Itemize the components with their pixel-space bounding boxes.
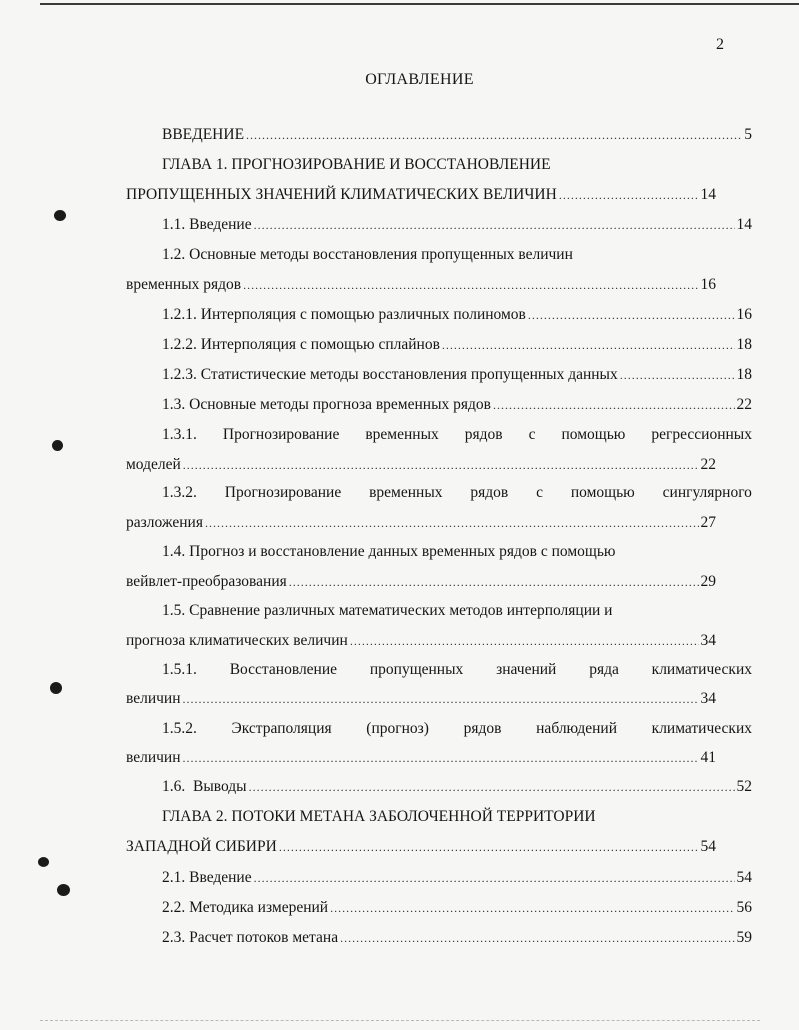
punch-hole-mark [57,884,70,896]
toc-entry-1-2-2 [126,336,752,358]
toc-entry-label: прогноза климатических величин [126,632,348,649]
toc-word: рядов [463,720,502,737]
punch-hole-mark [50,682,62,694]
dot-leader [183,692,699,707]
dot-leader [340,931,734,946]
dot-leader [528,308,735,323]
bottom-scan-line [40,1020,760,1022]
toc-page-number: 52 [736,778,752,795]
toc-word: временных [369,484,443,501]
toc-word: климатических [651,720,752,737]
toc-entry-label: 1.2.3. Статистические методы восстановления пропущенных данных [162,366,618,383]
toc-word: с [528,426,536,443]
dot-leader [183,751,699,766]
toc-word: Прогнозирование [224,484,342,501]
toc-page-number: 56 [736,899,752,916]
page-number: 2 [716,36,724,53]
toc-entry-1-5-1-line-1 [126,661,752,683]
toc-entry-1-4-line-2 [126,573,716,595]
toc-entry-label: ГЛАВА 2. ПОТОКИ МЕТАНА ЗАБОЛОЧЕННОЙ ТЕРРИТОРИИ [162,808,596,825]
toc-entry-1-5-line-2 [126,632,716,654]
toc-entry-1-4-line-1 [126,543,752,565]
toc-word: 1.5.1. [162,661,197,678]
toc-entry-label: временных рядов [126,276,242,293]
toc-entry-label: 2.1. Введение [162,869,252,886]
toc-word: помощью [570,484,635,501]
toc-entry-label: 1.2.1. Интерполяция с помощью различных полиномов [162,306,526,323]
toc-page-number: 54 [736,869,752,886]
toc-entry-2-1 [126,869,752,891]
toc-entry-label: величин [126,690,181,707]
toc-word: с [536,484,543,501]
toc-entry-label: моделей [126,456,181,473]
toc-entry-label: 1.6. Выводы [162,778,247,795]
toc-word: пропущенных [369,661,464,678]
toc-entry-chapter-2-line-1 [126,808,752,830]
toc-entry-chapter-1-line-2 [126,186,716,208]
toc-page-number: 41 [700,749,716,766]
toc-entry-label: 1.3. Основные методы прогноза временных рядов [162,396,491,413]
toc-word: ряда [589,661,619,678]
punch-hole-mark [52,440,63,451]
toc-page-number: 18 [736,366,752,383]
toc-entry-chapter-1-line-1 [126,156,752,178]
toc-word: рядов [470,484,509,501]
toc-page-number: 27 [700,514,716,531]
page-title: ОГЛАВЛЕНИЕ [365,71,474,88]
toc-word: 1.3.1. [162,426,197,443]
dot-leader [246,128,742,143]
toc-entry-2-3 [126,929,752,951]
punch-hole-mark [54,210,66,221]
toc-entry-1-5-2-line-2 [126,749,716,771]
dot-leader [254,218,735,233]
toc-entry-label: величин [126,749,181,766]
dot-leader [205,516,699,531]
toc-page-number: 54 [700,838,716,855]
toc-word: (прогноз) [366,720,429,737]
toc-entry-label: ВВЕДЕНИЕ [162,126,245,143]
dot-leader [493,398,735,413]
toc-word: рядов [464,426,503,443]
toc-word: временных [365,426,439,443]
toc-word: 1.5.2. [162,720,197,737]
toc-entry-1-3-2-line-1 [126,484,752,506]
toc-entry-2-2 [126,899,752,921]
toc-entry-label: вейвлет-преобразования [126,573,287,590]
toc-page-number: 29 [700,573,716,590]
toc-page-number: 16 [736,306,752,323]
dot-leader [559,188,699,203]
toc-entry-1-3-1-line-1 [126,426,752,448]
toc-entry-label: ГЛАВА 1. ПРОГНОЗИРОВАНИЕ И ВОССТАНОВЛЕНИЕ [162,156,551,173]
toc-page-number: 14 [700,186,716,203]
toc-entry-label: 1.2.2. Интерполяция с помощью сплайнов [162,336,440,353]
toc-word: сингулярного [662,484,752,501]
toc-word: наблюдений [536,720,617,737]
toc-entry-label: 1.4. Прогноз и восстановление данных временных рядов с помощью [162,543,616,560]
toc-entry-1-6 [126,778,752,800]
toc-page-number: 22 [736,396,752,413]
toc-entry-1-2-line-1 [126,246,752,268]
toc-page-number: 59 [736,929,752,946]
dot-leader [442,338,735,353]
top-border-line [40,3,799,5]
punch-hole-mark [38,857,49,867]
toc-word: Прогнозирование [222,426,340,443]
toc-entry-1-5-2-line-1 [126,720,752,742]
dot-leader [254,871,735,886]
dot-leader [620,368,735,383]
dot-leader [279,840,699,855]
toc-entry-chapter-2-line-2 [126,838,716,860]
toc-entry-label: разложения [126,514,203,531]
toc-word: Экстраполяция [231,720,332,737]
toc-entry-1-5-line-1 [126,602,752,624]
dot-leader [330,901,734,916]
toc-entry-1-2-3 [126,366,752,388]
toc-entry-label: 2.3. Расчет потоков метана [162,929,339,946]
toc-entry-label: 1.2. Основные методы восстановления пропущенных величин [162,246,573,263]
toc-entry-label: 2.2. Методика измерений [162,899,329,916]
toc-word: 1.3.2. [162,484,197,501]
toc-entry-1-2-1 [126,306,752,328]
dot-leader [243,278,698,293]
toc-entry-1-3 [126,396,752,418]
toc-page-number: 14 [736,216,752,233]
toc-entry-1-5-1-line-2 [126,690,716,712]
dot-leader [249,780,735,795]
toc-page-number: 34 [700,690,716,707]
toc-entry-label: ПРОПУЩЕННЫХ ЗНАЧЕНИЙ КЛИМАТИЧЕСКИХ ВЕЛИЧИН [126,186,557,203]
toc-page-number: 16 [700,276,716,293]
toc-word: регрессионных [651,426,752,443]
toc-word: помощью [561,426,626,443]
toc-word: Восстановление [229,661,338,678]
toc-entry-1-2-line-2 [126,276,716,298]
toc-entry-1-3-1-line-2 [126,456,716,478]
toc-entry-introduction [126,126,752,148]
dot-leader [183,458,699,473]
dot-leader [289,575,699,590]
dot-leader [350,634,699,649]
toc-entry-label: ЗАПАДНОЙ СИБИРИ [126,838,277,855]
toc-entry-label: 1.5. Сравнение различных математических методов интерполяции и [162,602,613,619]
toc-page-number: 22 [700,456,716,473]
toc-entry-1-3-2-line-2 [126,514,716,536]
toc-word: климатических [651,661,752,678]
toc-page-number: 5 [744,126,752,143]
toc-page-number: 34 [700,632,716,649]
toc-word: значений [496,661,557,678]
toc-entry-1-1 [126,216,752,238]
toc-page-number: 18 [736,336,752,353]
toc-entry-label: 1.1. Введение [162,216,252,233]
